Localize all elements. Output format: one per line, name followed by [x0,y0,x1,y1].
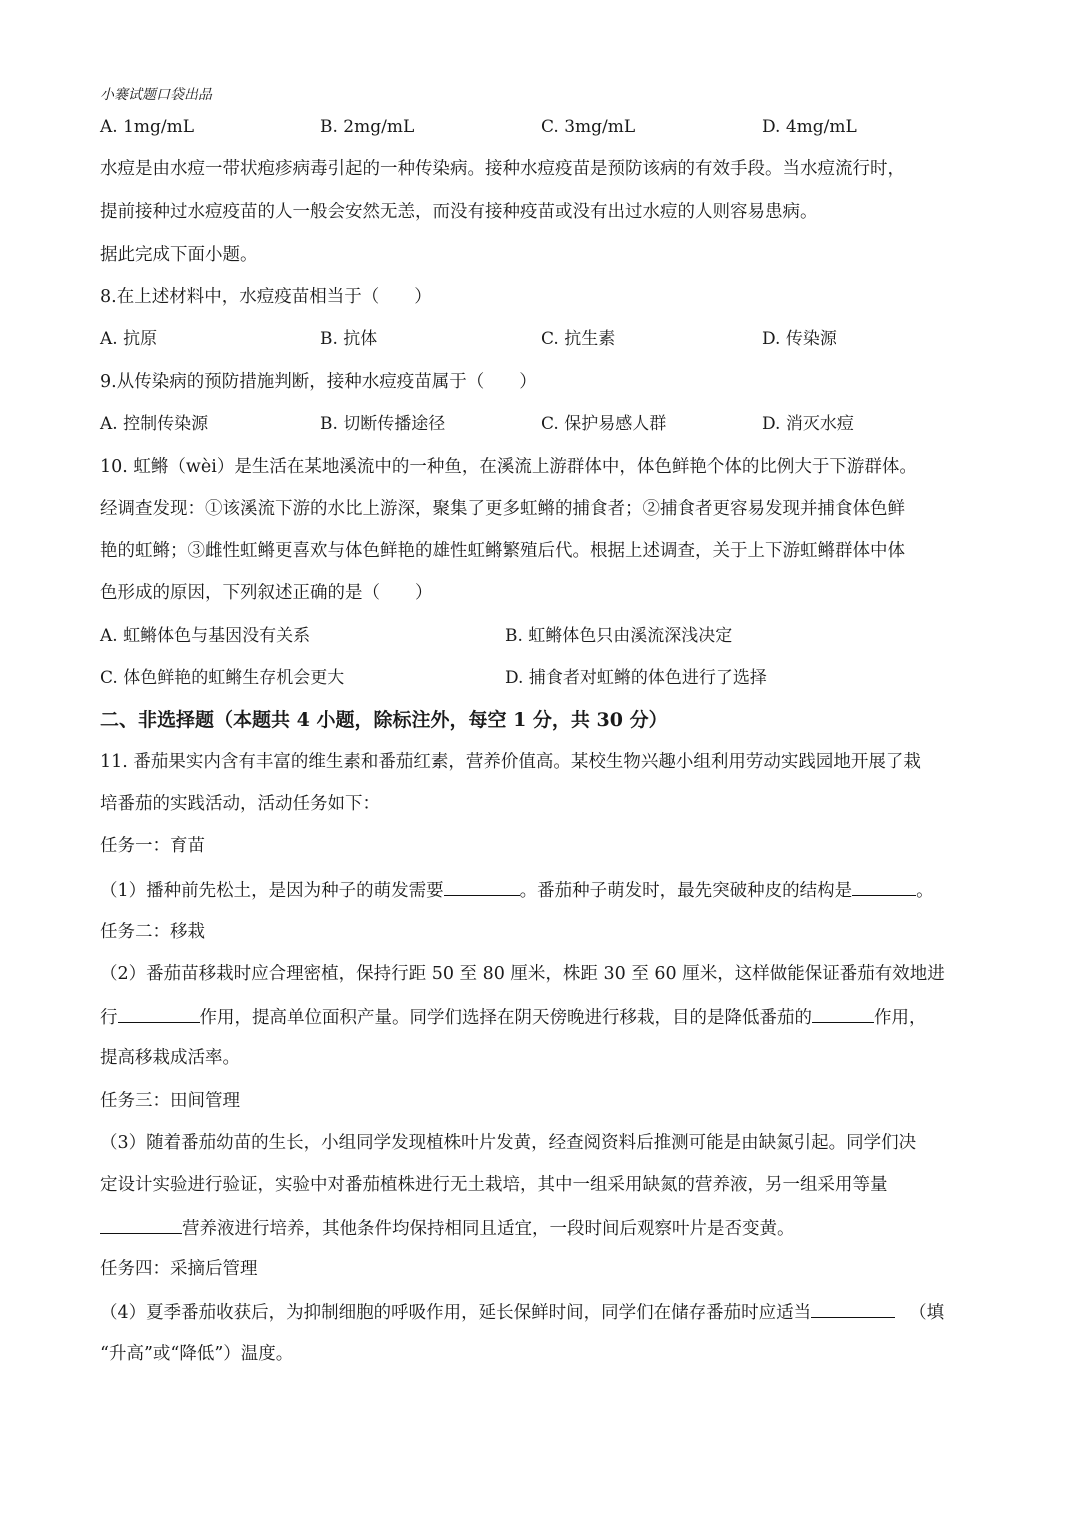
q9-option-d: D. 消灭水痘 [762,414,854,434]
q11-part-2-text-b: 作用，提高单位面积产量。同学们选择在阴天傍晚进行移栽，目的是降低番茄的 [199,1008,812,1028]
section-title-non-choice: 二、非选择题（本题共 4 小题，除标注外，每空 1 分，共 30 分） [100,709,668,731]
q11-part-4-line-2: “升高”或“降低”）温度。 [100,1344,294,1364]
q11-part-4-text-a: （4）夏季番茄收获后，为抑制细胞的呼吸作用，延长保鲜时间，同学们在储存番茄时应适当 [100,1303,812,1323]
q10-option-c: C. 体色鲜艳的虹鳉生存机会更大 [100,668,345,688]
q8-option-a: A. 抗原 [100,329,158,349]
answer-blank-6[interactable] [811,1299,895,1318]
q11-part-1-text-c: 。 [916,881,934,901]
q11-part-3-line-1: （3）随着番茄幼苗的生长，小组同学发现植株叶片发黄，经查阅资料后推测可能是由缺氮引起。同学们决 [100,1133,917,1153]
q10-option-a: A. 虹鳉体色与基因没有关系 [100,626,311,646]
answer-blank-4[interactable] [812,1004,874,1023]
q7-option-d: D. 4mg/mL [762,117,857,137]
answer-blank-5[interactable] [100,1215,182,1234]
q10-line-2: 经调查发现：①该溪流下游的水比上游深，聚集了更多虹鳉的捕食者；②捕食者更容易发现并捕食体色鲜 [100,499,905,519]
q10-line-1: 10. 虹鳉（wèi）是生活在某地溪流中的一种鱼，在溪流上游群体中，体色鲜艳个体的比例大于下游群体。 [100,457,917,477]
watermark-header: 小褰试题口袋出品 [100,87,212,103]
q7-option-b: B. 2mg/mL [320,117,415,137]
q10-option-d: D. 捕食者对虹鳉的体色进行了选择 [505,668,767,688]
q7-option-c: C. 3mg/mL [541,117,636,137]
passage-line-2: 提前接种过水痘疫苗的人一般会安然无恙，而没有接种疫苗或没有出过水痘的人则容易患病。 [100,202,818,222]
q10-line-3: 艳的虹鳉；③雌性虹鳉更喜欢与体色鲜艳的雄性虹鳉繁殖后代。根据上述调查，关于上下游虹鳉群体中体 [100,541,905,561]
answer-blank-3[interactable] [118,1004,200,1023]
answer-blank-2[interactable] [852,877,916,896]
passage-line-1: 水痘是由水痘一带状疱疹病毒引起的一种传染病。接种水痘疫苗是预防该病的有效手段。当水痘流行时， [100,159,905,179]
q11-part-2-line-1: （2）番茄苗移栽时应合理密植，保持行距 50 至 80 厘米，株距 30 至 60 厘米，这样做能保证番茄有效地进 [100,964,945,984]
q11-line-1: 11. 番茄果实内含有丰富的维生素和番茄红素，营养价值高。某校生物兴趣小组利用劳动实践园地开展了栽 [100,752,921,772]
q8-option-c: C. 抗生素 [541,329,616,349]
q8-stem: 8.在上述材料中，水痘疫苗相当于（ ） [100,287,432,307]
q11-line-2: 培番茄的实践活动，活动任务如下： [100,794,380,814]
q7-option-a: A. 1mg/mL [100,117,195,137]
q11-part-2-text-c: 作用， [874,1008,927,1028]
q11-part-2-line-3: 提高移栽成活率。 [100,1048,240,1068]
q9-option-c: C. 保护易感人群 [541,414,667,434]
q11-part-4-line-1 [100,1299,944,1325]
q8-option-b: B. 抗体 [320,329,378,349]
q10-line-4: 色形成的原因，下列叙述正确的是（ ） [100,583,433,603]
q11-part-1 [100,877,934,903]
q9-option-a: A. 控制传染源 [100,414,209,434]
q11-part-3-line-3 [100,1215,795,1241]
task-3-heading: 任务三：田间管理 [100,1091,240,1111]
q11-part-2-line-2 [100,1004,927,1030]
answer-blank-1[interactable] [444,877,520,896]
q9-option-b: B. 切断传播途径 [320,414,446,434]
q9-stem: 9.从传染病的预防措施判断，接种水痘疫苗属于（ ） [100,372,537,392]
q11-part-1-text-a: （1）播种前先松土，是因为种子的萌发需要 [100,881,444,901]
task-4-heading: 任务四：采摘后管理 [100,1259,258,1279]
passage-line-3: 据此完成下面小题。 [100,245,258,265]
q11-part-1-text-b: 。番茄种子萌发时，最先突破种皮的结构是 [519,881,853,901]
task-2-heading: 任务二：移栽 [100,922,205,942]
q11-part-2-text-a: 行 [100,1008,118,1028]
q10-option-b: B. 虹鳉体色只由溪流深浅决定 [505,626,733,646]
q11-part-3-text-b: 营养液进行培养，其他条件均保持相同且适宜，一段时间后观察叶片是否变黄。 [182,1219,795,1239]
q11-part-4-text-b: （填 [909,1303,945,1323]
task-1-heading: 任务一：育苗 [100,836,205,856]
q8-option-d: D. 传染源 [762,329,837,349]
q11-part-3-line-2: 定设计实验进行验证，实验中对番茄植株进行无土栽培，其中一组采用缺氮的营养液，另一组采用等量 [100,1175,888,1195]
